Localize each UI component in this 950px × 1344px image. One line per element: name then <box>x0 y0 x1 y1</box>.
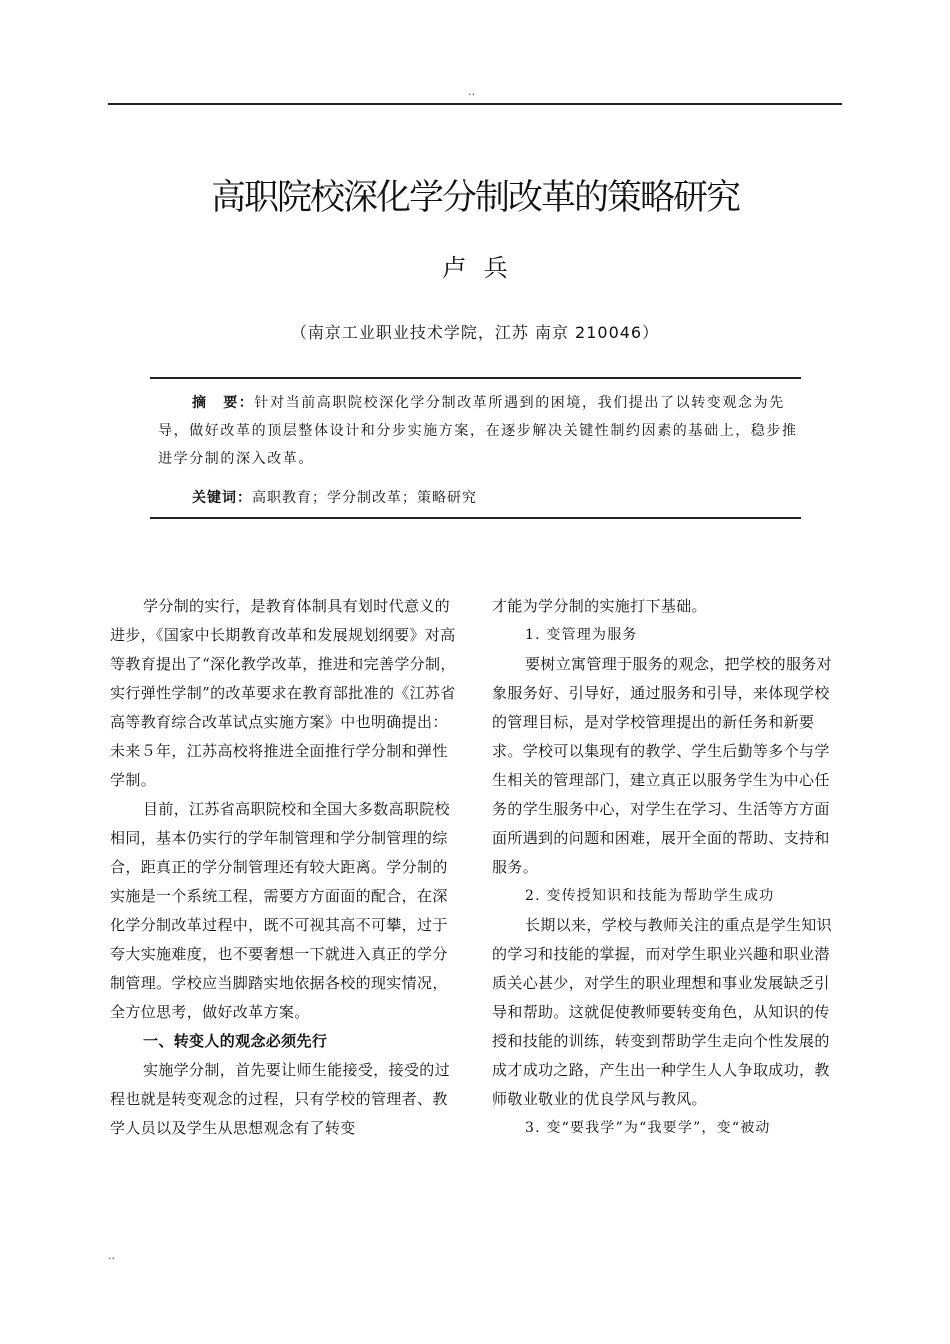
keywords-block <box>192 486 792 510</box>
abstract-label: 摘 要： <box>192 395 255 411</box>
abstract-top-rule <box>150 377 801 379</box>
left-column <box>110 592 460 1143</box>
subsection-heading: 3. 变“要我学”为“我要学”，变“被动 <box>525 1120 771 1136</box>
paper-title: 高职院校深化学分制改革的策略研究 <box>210 178 739 218</box>
keywords-label: 关键词： <box>192 490 252 506</box>
body-paragraph: 目前，江苏省高职院校和全国大多数高职院校相同，基本仍实行的学年制管理和学分制管理的综合，距真正的学分制管理还有较大距离。学分制的实施是一个系统工程，需要方方面面的配合，在深化学分制改革过程中，既不可视其高不可攀，过于夸大实施难度，也不要奢想一下就进入真正的学分制管理。学校应当脚踏实地依据各校的现实情况，全方位思考，做好改革方案。 <box>110 800 451 1021</box>
paper-author: 卢 兵 <box>442 254 508 282</box>
subsection-heading: 2. 变传授知识和技能为帮助学生成功 <box>525 888 775 904</box>
header-mark: .. <box>468 85 475 98</box>
abstract-block <box>158 389 798 473</box>
body-paragraph: 才能为学分制的实施打下基础。 <box>492 597 707 615</box>
body-paragraph: 长期以来，学校与教师关注的重点是学生知识的学习和技能的掌握，而对学生职业兴趣和职业潜质关心甚少，对学生的职业理想和事业发展缺乏引导和帮助。这就促使教师要转变角色，从知识的传授和技能的训练，转变到帮助学生走向个性发展的成才成功之路，产生出一种学生人人争取成功，教师敬业敬业的优良学风与教风。 <box>492 916 833 1108</box>
abstract-bottom-rule <box>150 517 801 519</box>
body-paragraph: 要树立寓管理于服务的观念，把学校的服务对象服务好、引导好，通过服务和引导，来体现学校的管理目标，是对学校管理提出的新任务和新要求。学校可以集现有的教学、学生后勤等多个与学生相关的管理部门，建立真正以服务学生为中心任务的学生服务中心，对学生在学习、生活等方方面面所遇到的问题和困难，展开全面的帮助、支持和服务。 <box>492 655 833 876</box>
section-heading: 一、转变人的观念必须先行 <box>143 1032 328 1050</box>
header-rule <box>108 103 842 105</box>
subsection-heading: 1. 变管理为服务 <box>525 627 638 643</box>
abstract-text: 针对当前高职院校深化学分制改革所遇到的困境，我们提出了以转变观念为先导，做好改革的顶层整体设计和分步实施方案，在逐步解决关键性制约因素的基础上，稳步推进学分制的深入改革。 <box>158 395 798 467</box>
body-paragraph: 实施学分制，首先要让师生能接受，接受的过程也就是转变观念的过程，只有学校的管理者、教学人员以及学生从思想观念有了转变 <box>110 1061 451 1137</box>
keywords-text: 高职教育；学分制改革；策略研究 <box>252 490 477 506</box>
footer-mark: .. <box>108 1249 115 1262</box>
right-column <box>492 592 842 1143</box>
body-paragraph: 学分制的实行，是教育体制具有划时代意义的进步，《国家中长期教育改革和发展规划纲要》对高等教育提出了“深化教学改革，推进和完善学分制，实行弹性学制”的改革要求在教育部批准的《江苏省高等教育综合改革试点实施方案》中也明确提出：未来５年，江苏高校将推进全面推行学分制和弹性学制。 <box>110 597 456 789</box>
paper-affiliation: （南京工业职业技术学院，江苏 南京 210046） <box>290 323 660 342</box>
